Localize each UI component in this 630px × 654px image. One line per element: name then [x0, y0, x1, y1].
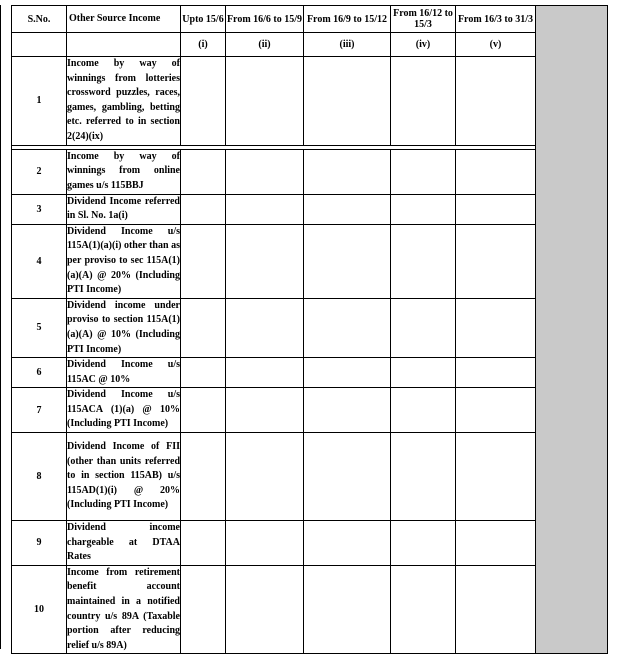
table-row: [12, 521, 608, 566]
amount-cell-period-1[interactable]: [181, 565, 226, 654]
amount-cell-period-3[interactable]: [304, 149, 391, 194]
income-description-text: Income by way of winnings from lotteries crossword puzzles, races, games, gambling, betting etc. referred to in section 2(24)(ix): [67, 58, 180, 142]
income-description-text: Dividend Income u/s 115ACA (1)(a) @ 10% (Including PTI Income): [67, 389, 180, 430]
amount-cell-period-2[interactable]: [226, 298, 304, 357]
income-description: [67, 565, 181, 654]
amount-cell-period-5[interactable]: [456, 298, 536, 357]
amount-cell-period-3[interactable]: [304, 194, 391, 224]
table-row: [12, 565, 608, 654]
income-description: [67, 57, 181, 146]
amount-cell-period-5[interactable]: [456, 565, 536, 654]
income-description: [67, 433, 181, 521]
amount-cell-period-2[interactable]: [226, 224, 304, 298]
period-header-5: From 16/3 to 31/3: [456, 6, 536, 33]
amount-cell-period-2[interactable]: [226, 57, 304, 146]
amount-cell-period-1[interactable]: [181, 521, 226, 566]
table-row: [12, 57, 608, 146]
amount-cell-period-5[interactable]: [456, 224, 536, 298]
income-description-text: Income from retirement benefit account maintained in a notified country u/s 89A (Taxable portion after reducing relief u/s 89A): [67, 566, 180, 651]
column-number-4: (iv): [391, 33, 456, 57]
period-header-3: From 16/9 to 15/12: [304, 6, 391, 33]
amount-cell-period-3[interactable]: [304, 521, 391, 566]
amount-cell-period-5[interactable]: [456, 57, 536, 146]
amount-cell-period-3[interactable]: [304, 358, 391, 388]
table-row: [12, 298, 608, 357]
income-description-text: Dividend income chargeable at DTAA Rates: [67, 522, 180, 563]
amount-cell-period-4[interactable]: [391, 521, 456, 566]
amount-cell-period-4[interactable]: [391, 224, 456, 298]
amount-cell-period-5[interactable]: [456, 388, 536, 433]
amount-cell-period-5[interactable]: [456, 358, 536, 388]
table-row: [12, 224, 608, 298]
serial-number: 5: [12, 298, 67, 357]
amount-cell-period-2[interactable]: [226, 149, 304, 194]
serial-number: 3: [12, 194, 67, 224]
table-row: [12, 194, 608, 224]
table-row: [12, 149, 608, 194]
amount-cell-period-4[interactable]: [391, 57, 456, 146]
income-description-text: Dividend Income referred in Sl. No. 1a(i): [67, 195, 180, 222]
period-header-2: From 16/6 to 15/9: [226, 6, 304, 33]
table-row: [12, 433, 608, 521]
amount-cell-period-3[interactable]: [304, 433, 391, 521]
amount-cell-period-4[interactable]: [391, 149, 456, 194]
serial-number: 4: [12, 224, 67, 298]
amount-cell-period-2[interactable]: [226, 565, 304, 654]
serial-number: 7: [12, 388, 67, 433]
serial-number: 8: [12, 433, 67, 521]
amount-cell-period-4[interactable]: [391, 194, 456, 224]
income-description-text: Dividend Income u/s 115AC @ 10%: [67, 359, 180, 385]
amount-cell-period-4[interactable]: [391, 433, 456, 521]
amount-cell-period-4[interactable]: [391, 565, 456, 654]
amount-cell-period-1[interactable]: [181, 358, 226, 388]
serial-number: 1: [12, 57, 67, 146]
table-row: [12, 358, 608, 388]
column-number-1: (i): [181, 33, 226, 57]
amount-cell-period-1[interactable]: [181, 224, 226, 298]
amount-cell-period-3[interactable]: [304, 298, 391, 357]
income-description-text: Dividend Income u/s 115A(1)(a)(i) other than as per proviso to sec 115A(1)(a)(A) @ 20% (Including PTI Income): [67, 225, 180, 296]
income-description: [67, 298, 181, 357]
amount-cell-period-3[interactable]: [304, 565, 391, 654]
income-description: [67, 358, 181, 388]
amount-cell-period-1[interactable]: [181, 433, 226, 521]
amount-cell-period-5[interactable]: [456, 433, 536, 521]
income-description-text: Income by way of winnings from online games u/s 115BBJ: [67, 150, 180, 191]
column-number-5: (v): [456, 33, 536, 57]
income-description: [67, 224, 181, 298]
income-description: [67, 194, 181, 224]
amount-cell-period-5[interactable]: [456, 149, 536, 194]
serial-number: 2: [12, 149, 67, 194]
amount-cell-period-2[interactable]: [226, 358, 304, 388]
amount-cell-period-2[interactable]: [226, 521, 304, 566]
other-source-income-table: [11, 5, 608, 654]
left-margin-line: [0, 5, 1, 649]
description-header: Other Source Income: [67, 6, 181, 33]
amount-cell-period-1[interactable]: [181, 149, 226, 194]
amount-cell-period-3[interactable]: [304, 57, 391, 146]
serial-number: 9: [12, 521, 67, 566]
amount-cell-period-2[interactable]: [226, 388, 304, 433]
sno-header: S.No.: [12, 6, 67, 33]
amount-cell-period-4[interactable]: [391, 298, 456, 357]
amount-cell-period-4[interactable]: [391, 388, 456, 433]
amount-cell-period-3[interactable]: [304, 388, 391, 433]
period-header-1: Upto 15/6: [181, 6, 226, 33]
table-row: [12, 388, 608, 433]
column-number-row: [12, 33, 608, 57]
amount-cell-period-3[interactable]: [304, 224, 391, 298]
serial-number: 6: [12, 358, 67, 388]
income-description-text: Dividend income under proviso to section 115A(1)(a)(A) @ 10% (Including PTI Income): [67, 299, 180, 355]
amount-cell-period-5[interactable]: [456, 194, 536, 224]
period-header-4: From 16/12 to 15/3: [391, 6, 456, 33]
amount-cell-period-5[interactable]: [456, 521, 536, 566]
amount-cell-period-1[interactable]: [181, 57, 226, 146]
income-description: [67, 521, 181, 566]
shaded-column: [536, 6, 608, 654]
income-description: [67, 388, 181, 433]
column-number-2: (ii): [226, 33, 304, 57]
amount-cell-period-1[interactable]: [181, 194, 226, 224]
income-description-text: Dividend Income of FII (other than units referred to in section 115AB) u/s 115AD(1)(i) @ 20% (Including PTI Income): [67, 441, 180, 511]
amount-cell-period-4[interactable]: [391, 358, 456, 388]
amount-cell-period-2[interactable]: [226, 194, 304, 224]
column-number-3: (iii): [304, 33, 391, 57]
amount-cell-period-2[interactable]: [226, 433, 304, 521]
header-row: [12, 6, 608, 33]
serial-number: 10: [12, 565, 67, 654]
amount-cell-period-1[interactable]: [181, 298, 226, 357]
income-description: [67, 149, 181, 194]
amount-cell-period-1[interactable]: [181, 388, 226, 433]
